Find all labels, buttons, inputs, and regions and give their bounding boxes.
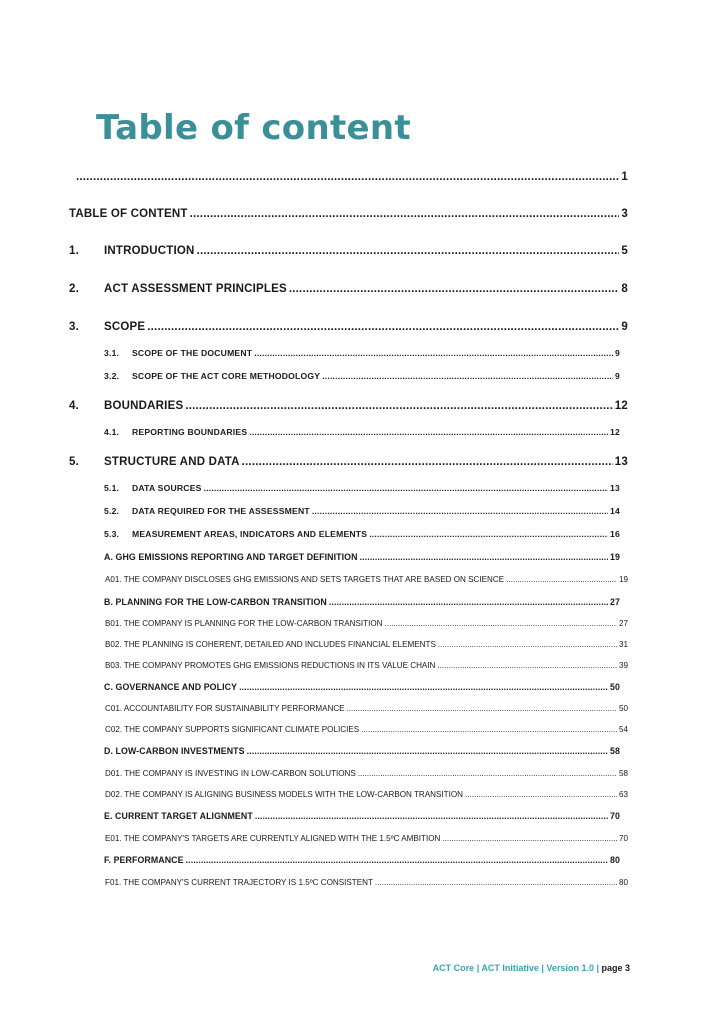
toc-indicator[interactable]	[105, 769, 628, 778]
area-label: D. LOW-CARBON INVESTMENTS	[104, 746, 245, 756]
toc-entry-label: TABLE OF CONTENT	[69, 208, 188, 220]
area-label: E. CURRENT TARGET ALIGNMENT	[104, 811, 253, 821]
leader-dots	[185, 400, 612, 412]
leader-dots	[190, 208, 620, 220]
page-number: 63	[618, 790, 628, 799]
page-number: 31	[618, 640, 628, 649]
toc-area[interactable]	[104, 597, 620, 607]
leader-dots	[186, 855, 608, 865]
page-number: 50	[618, 704, 628, 713]
page-number: 58	[618, 769, 628, 778]
indicator-label: B01. THE COMPANY IS PLANNING FOR THE LOW-CARBON TRANSITION	[105, 619, 383, 628]
footer-version: Version 1.0	[546, 963, 594, 973]
subsection-number: 5.2.	[104, 506, 120, 516]
leader-dots	[358, 769, 617, 778]
leader-dots	[255, 811, 608, 821]
toc-area[interactable]	[104, 746, 620, 756]
subsection-label: DATA SOURCES	[132, 483, 202, 493]
leader-dots	[442, 834, 617, 843]
page-number: 9	[615, 348, 620, 358]
leader-dots	[312, 506, 608, 516]
toc-indicator[interactable]	[105, 661, 628, 670]
subsection-label: MEASUREMENT AREAS, INDICATORS AND ELEMENTS	[132, 529, 368, 539]
leader-dots	[369, 529, 608, 539]
leader-dots	[375, 878, 617, 887]
toc-indicator[interactable]	[105, 575, 628, 584]
area-label: F. PERFORMANCE	[104, 855, 184, 865]
footer-separator: |	[538, 963, 547, 973]
subsection-label: SCOPE OF THE DOCUMENT	[132, 348, 253, 358]
page-number: 5	[621, 245, 628, 257]
section-label: INTRODUCTION	[104, 245, 195, 257]
leader-dots	[239, 682, 608, 692]
page-number: 16	[610, 529, 620, 539]
indicator-label: C01. ACCOUNTABILITY FOR SUSTAINABILITY PERFORMANCE	[105, 704, 345, 713]
section-label: BOUNDARIES	[104, 400, 184, 412]
toc-area[interactable]	[104, 855, 620, 865]
footer-page-label: page 3	[601, 963, 630, 973]
footer-initiative: ACT Initiative	[481, 963, 539, 973]
toc-section[interactable]	[69, 245, 628, 257]
toc-entry-table-of-content[interactable]	[69, 208, 628, 220]
section-number: 4.	[69, 400, 79, 412]
section-number: 2.	[69, 283, 79, 295]
page-number: 27	[618, 619, 628, 628]
leader-dots	[465, 790, 617, 799]
indicator-label: B02. THE PLANNING IS COHERENT, DETAILED AND INCLUDES FINANCIAL ELEMENTS	[105, 640, 436, 649]
leader-dots	[254, 348, 613, 358]
subsection-number: 3.1.	[104, 348, 120, 358]
indicator-label: A01. THE COMPANY DISCLOSES GHG EMISSIONS AND SETS TARGETS THAT ARE BASED ON SCIENCE	[105, 575, 505, 584]
leader-dots	[506, 575, 617, 584]
leader-dots	[385, 619, 617, 628]
toc-area[interactable]	[104, 811, 620, 821]
page-number: 80	[610, 855, 620, 865]
page-number: 19	[618, 575, 628, 584]
leader-dots	[76, 171, 619, 183]
toc-entry-cover[interactable]	[76, 171, 628, 183]
toc-indicator[interactable]	[105, 834, 628, 843]
page-number: 3	[621, 208, 628, 220]
leader-dots	[347, 704, 617, 713]
subsection-number: 5.3.	[104, 529, 120, 539]
subsection-label: DATA REQUIRED FOR THE ASSESSMENT	[132, 506, 310, 516]
toc-indicator[interactable]	[105, 725, 628, 734]
page-number: 13	[610, 483, 620, 493]
page-number: 80	[618, 878, 628, 887]
subsection-number: 3.2.	[104, 371, 120, 381]
toc-indicator[interactable]	[105, 790, 628, 799]
leader-dots	[197, 245, 620, 257]
page-number: 27	[610, 597, 620, 607]
leader-dots	[249, 427, 608, 437]
area-label: C. GOVERNANCE AND POLICY	[104, 682, 238, 692]
leader-dots	[204, 483, 608, 493]
toc-indicator[interactable]	[105, 704, 628, 713]
page-footer	[433, 963, 630, 973]
section-label: ACT ASSESSMENT PRINCIPLES	[104, 283, 287, 295]
subsection-number: 4.1.	[104, 427, 120, 437]
toc-section[interactable]	[69, 456, 628, 468]
indicator-label: B03. THE COMPANY PROMOTES GHG EMISSIONS REDUCTIONS IN ITS VALUE CHAIN	[105, 661, 436, 670]
toc-indicator[interactable]	[105, 619, 628, 628]
footer-doc-name: ACT Core	[432, 963, 475, 973]
toc-indicator[interactable]	[105, 878, 628, 887]
footer-separator: |	[593, 963, 602, 973]
page-number: 8	[621, 283, 628, 295]
indicator-label: D02. THE COMPANY IS ALIGNING BUSINESS MODELS WITH THE LOW-CARBON TRANSITION	[105, 790, 463, 799]
toc-subsection[interactable]	[104, 348, 620, 358]
toc-section[interactable]	[69, 400, 628, 412]
leader-dots	[361, 725, 617, 734]
section-number: 1.	[69, 245, 79, 257]
page-number: 14	[610, 506, 620, 516]
page-number: 13	[614, 456, 628, 468]
indicator-label: E01. THE COMPANY'S TARGETS ARE CURRENTLY ALIGNED WITH THE 1.5ºC AMBITION	[105, 834, 441, 843]
page-number: 12	[614, 400, 628, 412]
toc-subsection[interactable]	[104, 483, 620, 493]
toc-section[interactable]	[69, 321, 628, 333]
section-number: 3.	[69, 321, 79, 333]
leader-dots	[438, 640, 617, 649]
footer-separator: |	[474, 963, 482, 973]
page-number: 19	[610, 552, 620, 562]
page-number: 9	[621, 321, 628, 333]
toc-subsection[interactable]	[104, 529, 620, 539]
area-label: A. GHG EMISSIONS REPORTING AND TARGET DEFINITION	[104, 552, 358, 562]
leader-dots	[322, 371, 613, 381]
leader-dots	[360, 552, 608, 562]
toc-section[interactable]	[69, 283, 628, 295]
toc-subsection[interactable]	[104, 371, 620, 381]
subsection-number: 5.1.	[104, 483, 120, 493]
leader-dots	[437, 661, 617, 670]
leader-dots	[289, 283, 620, 295]
page-number: 50	[610, 682, 620, 692]
page-number: 70	[610, 811, 620, 821]
toc-indicator[interactable]	[105, 640, 628, 649]
page-number: 70	[618, 834, 628, 843]
subsection-label: REPORTING BOUNDARIES	[132, 427, 248, 437]
toc-area[interactable]	[104, 552, 620, 562]
subsection-label: SCOPE OF THE ACT CORE METHODOLOGY	[132, 371, 321, 381]
page-number: 39	[618, 661, 628, 670]
page-number: 12	[610, 427, 620, 437]
page-number: 54	[618, 725, 628, 734]
indicator-label: F01. THE COMPANY'S CURRENT TRAJECTORY IS 1.5ºC CONSISTENT	[105, 878, 373, 887]
leader-dots	[329, 597, 608, 607]
section-number: 5.	[69, 456, 79, 468]
area-label: B. PLANNING FOR THE LOW-CARBON TRANSITION	[104, 597, 327, 607]
toc-subsection[interactable]	[104, 506, 620, 516]
page-number: 9	[615, 371, 620, 381]
page-number: 1	[621, 171, 628, 183]
leader-dots	[147, 321, 619, 333]
leader-dots	[247, 746, 608, 756]
section-label: SCOPE	[104, 321, 146, 333]
indicator-label: D01. THE COMPANY IS INVESTING IN LOW-CARBON SOLUTIONS	[105, 769, 356, 778]
leader-dots	[242, 456, 613, 468]
toc-subsection[interactable]	[104, 427, 620, 437]
toc-area[interactable]	[104, 682, 620, 692]
page-number: 58	[610, 746, 620, 756]
page-title: Table of content	[96, 108, 411, 148]
indicator-label: C02. THE COMPANY SUPPORTS SIGNIFICANT CLIMATE POLICIES	[105, 725, 360, 734]
section-label: STRUCTURE AND DATA	[104, 456, 240, 468]
